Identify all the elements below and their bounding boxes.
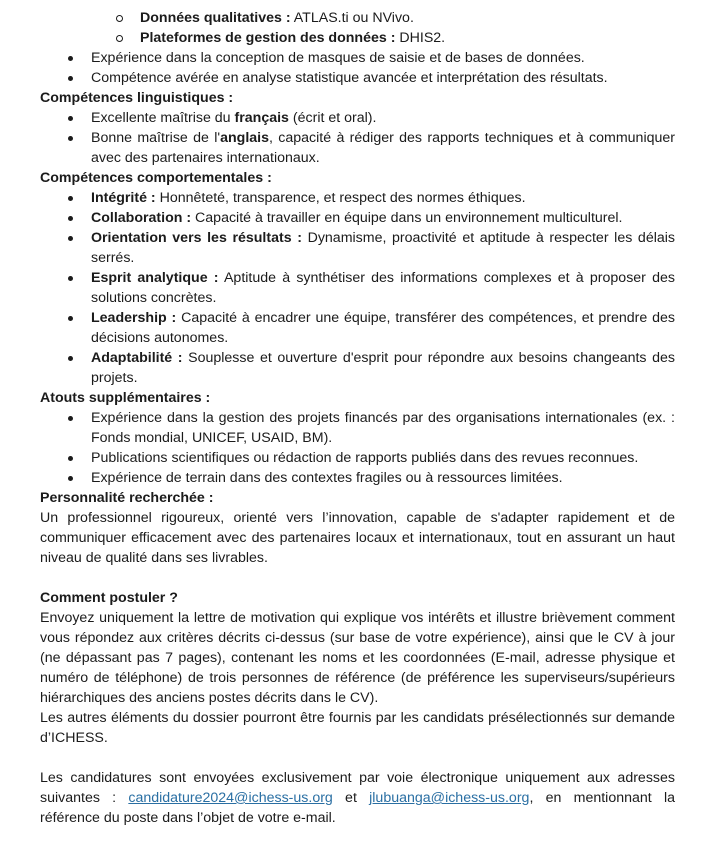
- bullet-icon: [68, 356, 73, 361]
- list-item: [40, 468, 675, 488]
- text-fragment: Excellente maîtrise du: [91, 110, 235, 126]
- bold-fragment: anglais: [220, 130, 269, 146]
- text-fragment: , en mentionnant la référence du poste dans l’objet de votre e-mail.: [40, 790, 675, 826]
- list-item: [40, 408, 675, 448]
- list-item-text: Expérience dans la gestion des projets financés par des organisations internationales (ex. : Fonds mondial, UNICEF, USAID, BM).: [91, 410, 675, 446]
- list-item-text: Expérience dans la conception de masques de saisie et de bases de données.: [91, 50, 585, 66]
- text-fragment: Les candidatures sont envoyées exclusivement par voie électronique uniquement aux adresses suivantes :: [40, 770, 675, 806]
- bullet-icon: [68, 456, 73, 461]
- list-item: [40, 68, 675, 88]
- list-item: [40, 108, 675, 128]
- circle-bullet-icon: [116, 15, 123, 22]
- bullet-icon: [68, 476, 73, 481]
- section-heading-apply: Comment postuler ?: [40, 590, 178, 606]
- item-text: Capacité à encadrer une équipe, transférer des compétences, et prendre des décisions autonomes.: [91, 310, 675, 346]
- tool-value: DHIS2.: [399, 30, 446, 46]
- text-fragment: Bonne maîtrise de l': [91, 130, 221, 146]
- section-heading-behavioral: Compétences comportementales :: [40, 170, 272, 186]
- spacer: [40, 568, 675, 588]
- list-item: [40, 188, 675, 208]
- bullet-icon: [68, 236, 73, 241]
- spacer: [40, 748, 675, 768]
- tool-item-qualitative: [40, 8, 675, 28]
- bullet-icon: [68, 76, 73, 81]
- item-label: Adaptabilité :: [91, 350, 183, 366]
- apply-paragraph: Envoyez uniquement la lettre de motivation qui explique vos intérêts et illustre brièvement comment vous répondez aux critères décrits ci-dessus (sur base de votre expérience), ainsi que le CV à jour (ne dépassant pas 7 pages), contenant les noms et les coordonnées (E-mail, adresse physique et numéro de téléphone) de trois personnes de référence (de préférence les superviseurs/supérieurs hiérarchiques des anciens postes décrits dans le CV).: [40, 610, 675, 706]
- section-heading-personality: Personnalité recherchée :: [40, 490, 214, 506]
- list-item-text: Expérience de terrain dans des contextes fragiles ou à ressources limitées.: [91, 470, 563, 486]
- item-label: Intégrité :: [91, 190, 156, 206]
- bullet-icon: [68, 136, 73, 141]
- item-text: Souplesse et ouverture d'esprit pour répondre aux besoins changeants des projets.: [91, 350, 675, 386]
- email-link-jlubuanga[interactable]: jlubuanga@ichess-us.org: [369, 790, 530, 806]
- item-label: Leadership :: [91, 310, 177, 326]
- bold-fragment: français: [234, 110, 289, 126]
- list-item: [40, 208, 675, 228]
- section-heading-linguistic: Compétences linguistiques :: [40, 90, 234, 106]
- text-fragment: (écrit et oral).: [288, 110, 377, 126]
- bullet-icon: [68, 276, 73, 281]
- list-item: [40, 268, 675, 308]
- list-item: [40, 128, 675, 168]
- email-link-candidature[interactable]: candidature2024@ichess-us.org: [128, 790, 333, 806]
- bullet-icon: [68, 56, 73, 61]
- text-fragment: , capacité à rédiger des rapports techniques et à communiquer avec des partenaires internationaux.: [91, 130, 675, 166]
- bullet-icon: [68, 196, 73, 201]
- bullet-icon: [68, 116, 73, 121]
- apply-paragraph-2: Les autres éléments du dossier pourront être fournis par les candidats présélectionnés sur demande d’ICHESS.: [40, 710, 675, 746]
- bullet-icon: [68, 216, 73, 221]
- list-item: [40, 308, 675, 348]
- list-item: [40, 228, 675, 268]
- item-label: Collaboration :: [91, 210, 192, 226]
- document-content: [40, 8, 675, 828]
- list-item: [40, 48, 675, 68]
- tool-value: ATLAS.ti ou NVivo.: [293, 10, 414, 26]
- tool-item-data-platform: [40, 28, 675, 48]
- list-item: [40, 448, 675, 468]
- text-fragment: et: [332, 790, 370, 806]
- section-heading-assets: Atouts supplémentaires :: [40, 390, 211, 406]
- list-item-text: Compétence avérée en analyse statistique avancée et interprétation des résultats.: [91, 70, 608, 86]
- personality-paragraph: Un professionnel rigoureux, orienté vers l’innovation, capable de s'adapter rapidement et de communiquer efficacement avec des partenaires locaux et internationaux, tout en assurant un haut niveau de qualité dans ses livrables.: [40, 510, 675, 566]
- item-label: Orientation vers les résultats :: [91, 230, 302, 246]
- bullet-icon: [68, 416, 73, 421]
- item-text: Aptitude à synthétiser des informations complexes et à proposer des solutions concrètes.: [91, 270, 675, 306]
- tool-label: Plateformes de gestion des données :: [140, 30, 396, 46]
- item-text: Dynamisme, proactivité et aptitude à respecter les délais serrés.: [91, 230, 675, 266]
- apply-contact-paragraph: [40, 768, 675, 828]
- item-text: Capacité à travailler en équipe dans un environnement multiculturel.: [191, 210, 623, 226]
- tool-label: Données qualitatives :: [140, 10, 291, 26]
- list-item: [40, 348, 675, 388]
- item-label: Esprit analytique :: [91, 270, 219, 286]
- bullet-icon: [68, 316, 73, 321]
- item-text: Honnêteté, transparence, et respect des normes éthiques.: [155, 190, 526, 206]
- circle-bullet-icon: [116, 35, 123, 42]
- list-item-text: Publications scientifiques ou rédaction de rapports publiés dans des revues reconnues.: [91, 450, 639, 466]
